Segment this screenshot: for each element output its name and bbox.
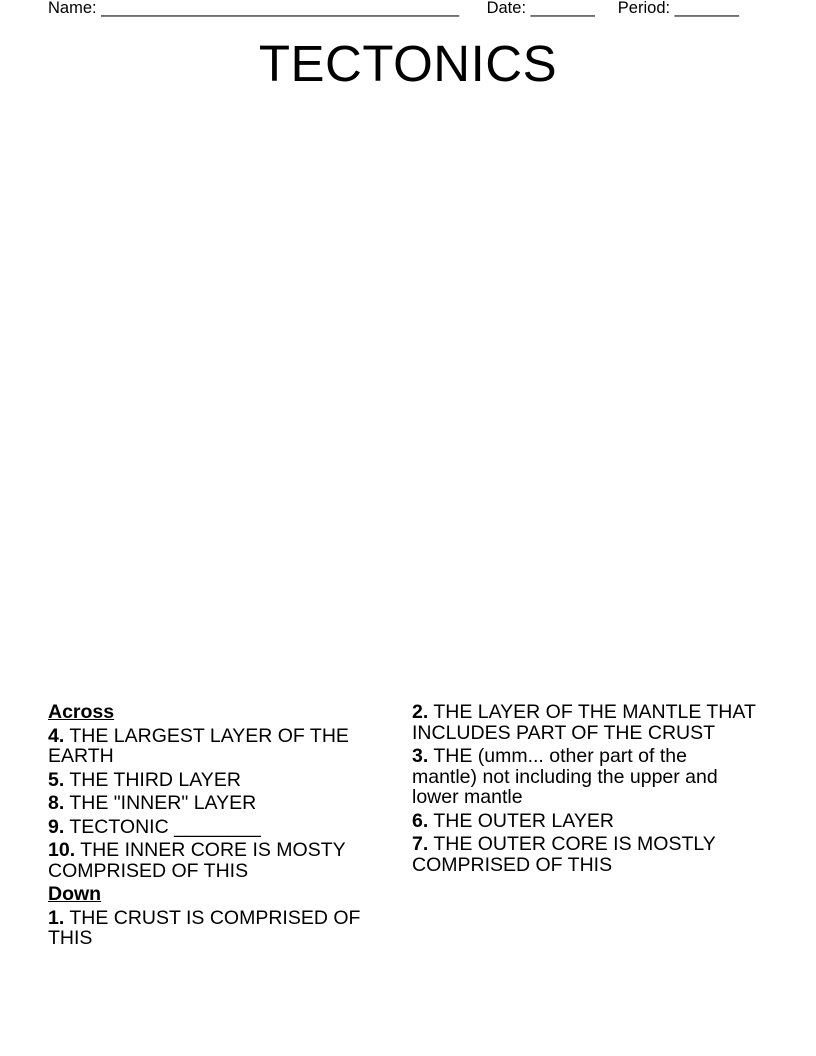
- clue-text: THE (umm... other part of the mantle) not including the upper and lower mantle: [412, 745, 718, 808]
- clue-number: 7.: [412, 833, 429, 855]
- clue-number: 1.: [48, 906, 65, 929]
- period-blank[interactable]: _______: [674, 0, 739, 17]
- clue-text: THE OUTER CORE IS MOSTLY COMPRISED OF THIS: [412, 833, 716, 876]
- date-label: Date:: [486, 0, 531, 17]
- clue-text: THE "INNER" LAYER: [69, 792, 257, 814]
- clue-number: 5.: [48, 768, 65, 791]
- period-label: Period:: [617, 0, 675, 17]
- clue-across-5: [48, 770, 388, 791]
- clue-down-7: [412, 834, 757, 875]
- clue-across-4: [48, 726, 388, 767]
- clue-number: 10.: [48, 839, 76, 861]
- clue-down-6: [412, 811, 757, 832]
- clue-number: 6.: [412, 809, 429, 832]
- crossword-grid-area: [48, 100, 768, 695]
- clue-down-3: [412, 746, 757, 808]
- clue-number: 3.: [412, 745, 429, 767]
- clue-text: THE INNER CORE IS MOSTY COMPRISED OF THIS: [48, 839, 346, 882]
- clues-right-column: [412, 702, 757, 878]
- date-blank[interactable]: _______: [530, 0, 595, 17]
- clue-number: 2.: [412, 701, 429, 723]
- page-title: TECTONICS: [258, 35, 558, 92]
- clue-number: 9.: [48, 815, 65, 838]
- clue-down-1: [48, 908, 388, 949]
- clue-number: 8.: [48, 792, 65, 814]
- clue-text: THE LARGEST LAYER OF THE EARTH: [48, 724, 349, 767]
- clue-across-10: [48, 840, 388, 881]
- name-blank[interactable]: _______________________________________: [101, 0, 460, 17]
- down-heading: Down: [48, 883, 102, 905]
- across-heading: Across: [48, 701, 115, 723]
- clue-text: THE THIRD LAYER: [69, 768, 241, 791]
- student-info-header: [48, 0, 739, 18]
- clue-down-2: [412, 702, 757, 743]
- name-label: Name:: [48, 0, 102, 17]
- clues-left-column: [48, 702, 388, 952]
- clue-text: TECTONIC ________: [69, 815, 261, 838]
- clue-across-8: [48, 793, 388, 814]
- clue-number: 4.: [48, 724, 65, 747]
- clue-across-9: [48, 817, 388, 838]
- clue-text: THE CRUST IS COMPRISED OF THIS: [48, 906, 361, 949]
- clue-text: THE OUTER LAYER: [433, 809, 614, 832]
- clue-text: THE LAYER OF THE MANTLE THAT INCLUDES PART OF THE CRUST: [412, 701, 756, 744]
